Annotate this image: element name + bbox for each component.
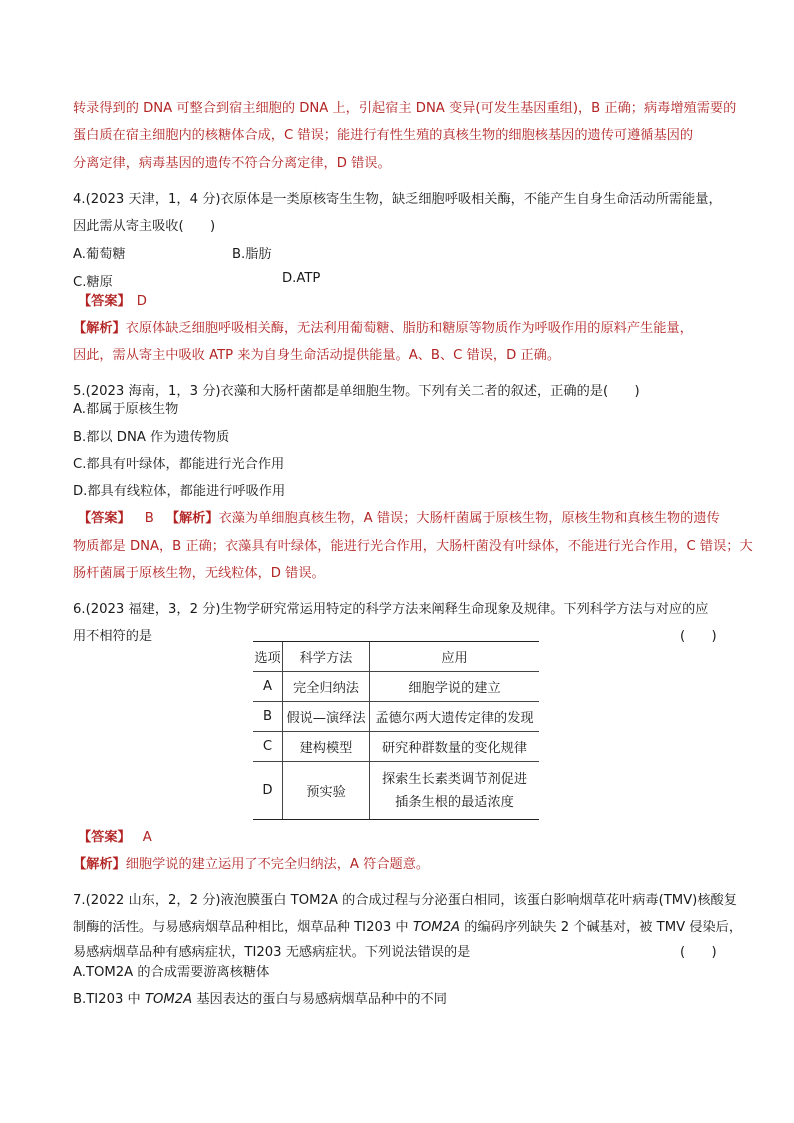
table-header-row [253, 642, 539, 672]
table-cell: 预实验 [283, 762, 370, 820]
q7-answer-bracket: ( ) [680, 945, 717, 960]
table-row [253, 732, 539, 762]
table-header: 科学方法 [283, 642, 370, 672]
table-row [253, 672, 539, 702]
q4-option-a: A.葡萄糖 [73, 247, 126, 262]
q4-analysis-line-1 [73, 317, 693, 336]
q6-table [253, 641, 539, 820]
q6-answer-bracket: ( ) [680, 629, 717, 644]
q4-analysis-line-2: 因此，需从寄主中吸收 ATP 来为自身生命活动提供能量。A、B、C 错误，D 正确。 [73, 348, 561, 363]
table-cell-line: 探索生长素类调节剂促进 [381, 771, 528, 787]
answer-tag: 【答案】 [78, 511, 131, 526]
analysis-text: 细胞学说的建立运用了不完全归纳法，A 符合题意。 [125, 857, 430, 872]
q5-option-d: D.都具有线粒体，都能进行呼吸作用 [73, 484, 286, 499]
table-cell: 研究种群数量的变化规律 [370, 732, 540, 762]
q7-stem-line-2 [73, 916, 742, 935]
q5-option-b: B.都以 DNA 作为遗传物质 [73, 430, 230, 445]
table-cell: 假说—演绎法 [283, 702, 370, 732]
answer-tag: 【答案】 [78, 830, 131, 845]
table-header: 选项 [253, 642, 283, 672]
q7-text: B.TI203 中 [73, 992, 145, 1007]
q7-text: 的编码序列缺失 2 个碱基对，被 TMV 侵染后， [460, 920, 743, 935]
table-cell: 细胞学说的建立 [370, 672, 540, 702]
q4-stem-line-2: 因此需从寄主吸收( ) [73, 219, 216, 234]
intro-line-3: 分离定律，病毒基因的遗传不符合分离定律，D 错误。 [73, 156, 391, 171]
q6-analysis [73, 853, 429, 872]
q5-option-a: A.都属于原核生物 [73, 402, 179, 417]
q7-text: 制酶的活性。与易感病烟草品种相比，烟草品种 TI203 中 [73, 920, 413, 935]
table-cell: 建构模型 [283, 732, 370, 762]
q5-analysis-line-3: 肠杆菌属于原核生物，无线粒体，D 错误。 [73, 566, 325, 581]
q6-answer [78, 826, 152, 845]
answer-value: A [142, 830, 152, 845]
answer-value: B [144, 511, 154, 526]
analysis-text: 衣藻为单细胞真核生物，A 错误；大肠杆菌属于原核生物，原核生物和真核生物的遗传 [218, 511, 720, 526]
q4-answer [78, 290, 147, 309]
q7-option-a: A.TOM2A 的合成需要游离核糖体 [73, 965, 270, 980]
analysis-tag: 【解析】 [73, 321, 126, 336]
q7-stem-line-3: 易感病烟草品种有感病症状，TI203 无感病症状。下列说法错误的是 [73, 945, 471, 960]
intro-line-1: 转录得到的 DNA 可整合到宿主细胞的 DNA 上，引起宿主 DNA 变异(可发生基因重组)，B 正确；病毒增殖需要的 [73, 101, 737, 116]
table-cell [370, 762, 540, 820]
q4-option-b: B.脂肪 [232, 247, 272, 262]
q7-text: 基因表达的蛋白与易感病烟草品种中的不同 [192, 992, 447, 1007]
q5-analysis-line-2: 物质都是 DNA，B 正确；衣藻具有叶绿体，能进行光合作用，大肠杆菌没有叶绿体，不能进行光合作用，C 错误；大 [73, 539, 753, 554]
analysis-tag: 【解析】 [73, 857, 126, 872]
q4-stem-line-1: 4.(2023 天津，1，4 分)衣原体是一类原核寄生生物，缺乏细胞呼吸相关酶，不能产生自身生命活动所需能量， [73, 192, 722, 207]
answer-value: D [136, 294, 147, 309]
analysis-tag: 【解析】 [165, 511, 219, 526]
q5-option-c: C.都具有叶绿体，都能进行光合作用 [73, 457, 285, 472]
table-cell: D [253, 762, 283, 820]
answer-tag: 【答案】 [78, 294, 131, 309]
q4-option-c: C.糖原 [73, 275, 113, 290]
gene-name: TOM2A [144, 992, 193, 1007]
table-row [253, 762, 539, 820]
q6-stem-line-2: 用不相符的是 [73, 629, 153, 644]
gene-name: TOM2A [412, 920, 461, 935]
intro-line-2: 蛋白质在宿主细胞内的核糖体合成，C 错误；能进行有性生殖的真核生物的细胞核基因的遗传可遵循基因的 [73, 128, 694, 143]
q5-analysis-line-1 [78, 507, 720, 526]
q5-stem: 5.(2023 海南，1，3 分)衣藻和大肠杆菌都是单细胞生物。下列有关二者的叙述，正确的是( ) [73, 384, 640, 399]
q4-option-d: D.ATP [282, 271, 321, 286]
table-cell: C [253, 732, 283, 762]
table-cell-line: 插条生根的最适浓度 [395, 794, 514, 810]
q6-stem-line-1: 6.(2023 福建，3，2 分)生物学研究常运用特定的科学方法来阐释生命现象及规律。下列科学方法与对应的应 [73, 602, 709, 617]
table-cell: 孟德尔两大遗传定律的发现 [370, 702, 540, 732]
table-cell: B [253, 702, 283, 732]
table-cell: A [253, 672, 283, 702]
table-cell: 完全归纳法 [283, 672, 370, 702]
table-row [253, 702, 539, 732]
table-header: 应用 [370, 642, 540, 672]
q7-option-b [73, 988, 447, 1007]
q7-stem-line-1: 7.(2022 山东，2，2 分)液泡膜蛋白 TOM2A 的合成过程与分泌蛋白相同，该蛋白影响烟草花叶病毒(TMV)核酸复 [73, 893, 737, 908]
analysis-text: 衣原体缺乏细胞呼吸相关酶，无法利用葡萄糖、脂肪和糖原等物质作为呼吸作用的原料产生能量， [125, 321, 693, 336]
